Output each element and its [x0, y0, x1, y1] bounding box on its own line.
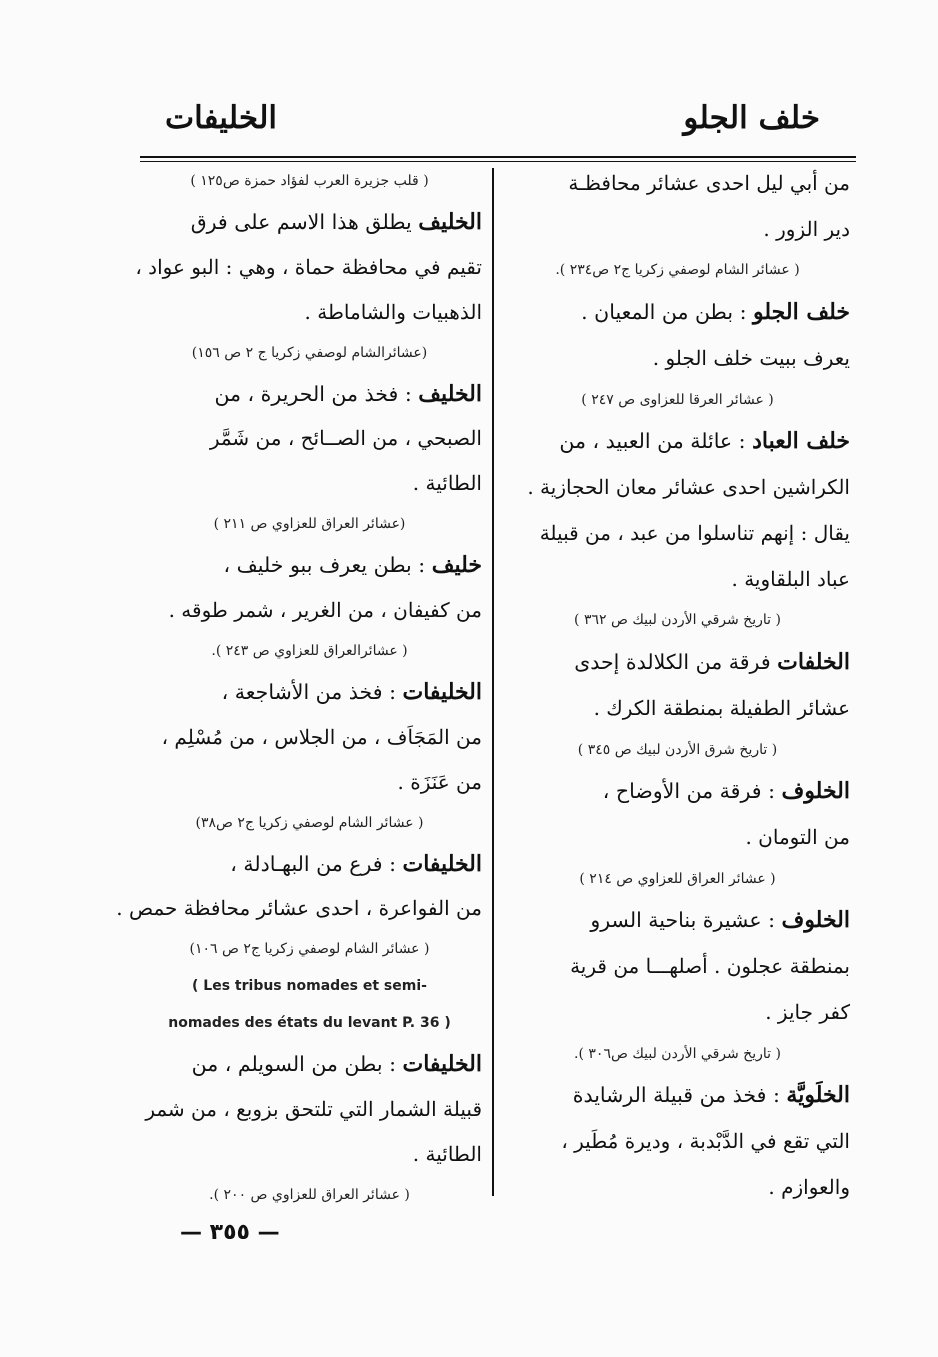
- citation-line: ( عشائرالعراق للعزاوي ص ٢٤٣ ).: [211, 642, 408, 659]
- entry-text: : بطن يعرف ببو خليف ،: [223, 553, 432, 578]
- entry-text: : فرقة من الأوضاح ،: [602, 779, 782, 804]
- entry-heading-line: [505, 428, 850, 454]
- entry-heading-line: [505, 907, 850, 933]
- entry-text: يطلق هذا الاسم على فرق: [190, 209, 419, 234]
- left-column: [116, 172, 482, 1204]
- body-text-line: الطائية .: [412, 471, 482, 496]
- entry-keyword: الخلفات: [777, 649, 850, 676]
- body-text-line: بمنطقة عجلون . أصلهـــا من قرية: [570, 954, 850, 979]
- running-header-left: الخليفات: [165, 100, 277, 136]
- header-rule: [140, 156, 856, 158]
- body-text-line: من كفيفان ، من الغرير ، شمر طوقه .: [168, 598, 482, 623]
- body-text-line: عشائر الطفيلة بمنطقة الكرك .: [593, 695, 850, 720]
- citation-line: (عشائر العراق للعزاوي ص ٢١١ ): [213, 516, 406, 533]
- entry-text: : بطن من المعيان .: [581, 300, 754, 325]
- entry-keyword: الخلَويَّة: [786, 1082, 850, 1109]
- entry-keyword: الخليف: [418, 208, 482, 235]
- entry-heading-line: [505, 299, 850, 325]
- body-text-line: كفر جايز .: [765, 999, 850, 1024]
- body-text-line: من المَجَاَف ، من الجلاس ، من مُسْلِم ،: [161, 724, 482, 749]
- entry-text: : فخذ من الأشاجعة ،: [221, 679, 403, 704]
- entry-keyword: الخلوف: [781, 907, 850, 934]
- page-number: — ٣٥٥ —: [180, 1220, 280, 1245]
- entry-text: : فخذ من الحريرة ، من: [214, 381, 419, 406]
- body-text-line: عباد البلقاوية .: [731, 566, 850, 591]
- body-text-line: والعوازم .: [768, 1174, 850, 1199]
- body-text-line: الصبحي ، من الصــائح ، من شَمَّر: [209, 426, 482, 451]
- entry-heading-line: [137, 851, 482, 877]
- body-text-line: تقيم في محافظة حماة ، وهي : البو عواد ،: [135, 254, 482, 279]
- entry-keyword: خلف الجلو: [753, 299, 850, 326]
- body-text-line: يعرف ببيت خلف الجلو .: [652, 345, 850, 370]
- running-header-right: خلف الجلو: [683, 100, 820, 136]
- citation-line: ( تاريخ شرقي الأردن لبيك ص ٣٦٢ ): [574, 612, 781, 629]
- entry-keyword: الخليفات: [402, 1051, 482, 1078]
- body-text-line: من عَنَزَة .: [397, 769, 482, 794]
- column-divider: [492, 168, 494, 1196]
- citation-line: ( تاريخ شرق الأردن لبيك ص ٣٤٥ ): [577, 741, 778, 758]
- entry-heading-line: [505, 649, 850, 675]
- entry-heading-line: [137, 679, 482, 705]
- body-text-line: التي تقع في الدَّبْدبة ، وديرة مُطَير ،: [561, 1129, 850, 1154]
- citation-line: ( عشائر العراق للعزاوي ص ٢١٤ ): [579, 870, 776, 887]
- citation-line: ( عشائر الشام لوصفي زكريا ج٢ ص ١٠٦): [189, 941, 430, 958]
- entry-text: : بطن من السويلم ، من: [191, 1052, 403, 1077]
- citation-line: ( تاريخ شرقي الأردن لبيك ص٣٠٦ ).: [574, 1045, 781, 1062]
- body-text-line: من الفواعرة ، احدى عشائر محافظة حمص .: [116, 896, 482, 921]
- body-text-line: الكراشين احدى عشائر معان الحجازية .: [527, 475, 850, 500]
- entry-text: : عائلة من العبيد ، من: [559, 429, 753, 454]
- body-text-line: من أبي ليل احدى عشائر محافظـة: [568, 171, 850, 195]
- entry-text: : فرع من البهـادلة ،: [230, 851, 403, 876]
- citation-line-latin: nomades des états du levant P. 36 ): [168, 1015, 451, 1032]
- entry-keyword: الخلوف: [781, 778, 850, 805]
- entry-heading-line: [137, 381, 482, 407]
- entry-keyword: خليف: [431, 552, 482, 579]
- entry-text: : عشيرة بناحية السرو: [590, 908, 782, 933]
- entry-keyword: خلف العباد: [752, 428, 850, 455]
- entry-keyword: الخليفات: [402, 678, 482, 705]
- entry-text: فرقة من الكلالدة إحدى: [574, 650, 778, 675]
- entry-heading-line: [505, 1082, 850, 1108]
- entry-heading-line: [137, 209, 482, 235]
- citation-line: ( قلب جزيرة العرب لفؤاد حمزة ص١٢٥ ): [190, 173, 429, 189]
- entry-heading-line: [137, 552, 482, 578]
- citation-line: ( عشائر العرقا للعزاوى ص ٢٤٧ ): [581, 391, 774, 408]
- body-text-line: دير الزور .: [763, 216, 850, 241]
- citation-line: ( عشائر العراق للعزاوي ص ٢٠٠ ).: [209, 1186, 410, 1203]
- body-text-line: يقال : إنهم تناسلوا من عبد ، من قبيلة: [539, 520, 850, 545]
- header-rule-thin: [140, 161, 856, 162]
- entry-heading-line: [505, 778, 850, 804]
- body-text-line: من التومان .: [745, 825, 850, 850]
- body-text-line: قبيلة الشمار التي تلتحق بزوبع ، من شمر: [145, 1096, 482, 1121]
- body-text-line: الطائية .: [412, 1141, 482, 1166]
- citation-line: (عشائرالشام لوصفي زكريا ج ٢ ص ١٥٦): [191, 344, 428, 361]
- entry-heading-line: [137, 1051, 482, 1077]
- citation-line: ( عشائر الشام لوصفي زكريا ج٢ ص٣٨): [195, 814, 424, 831]
- citation-line: ( عشائر الشام لوصفي زكريا ج٢ ص٢٣٤ ).: [555, 262, 800, 279]
- body-text-line: الذهبيات والشاماطة .: [304, 299, 482, 324]
- entry-text: : فخذ من قبيلة الرشايدة: [572, 1083, 787, 1108]
- entry-keyword: الخليفات: [402, 850, 482, 877]
- citation-line-latin: ( Les tribus nomades et semi-: [192, 978, 427, 995]
- entry-keyword: الخليف: [418, 380, 482, 407]
- right-column: [505, 170, 850, 1200]
